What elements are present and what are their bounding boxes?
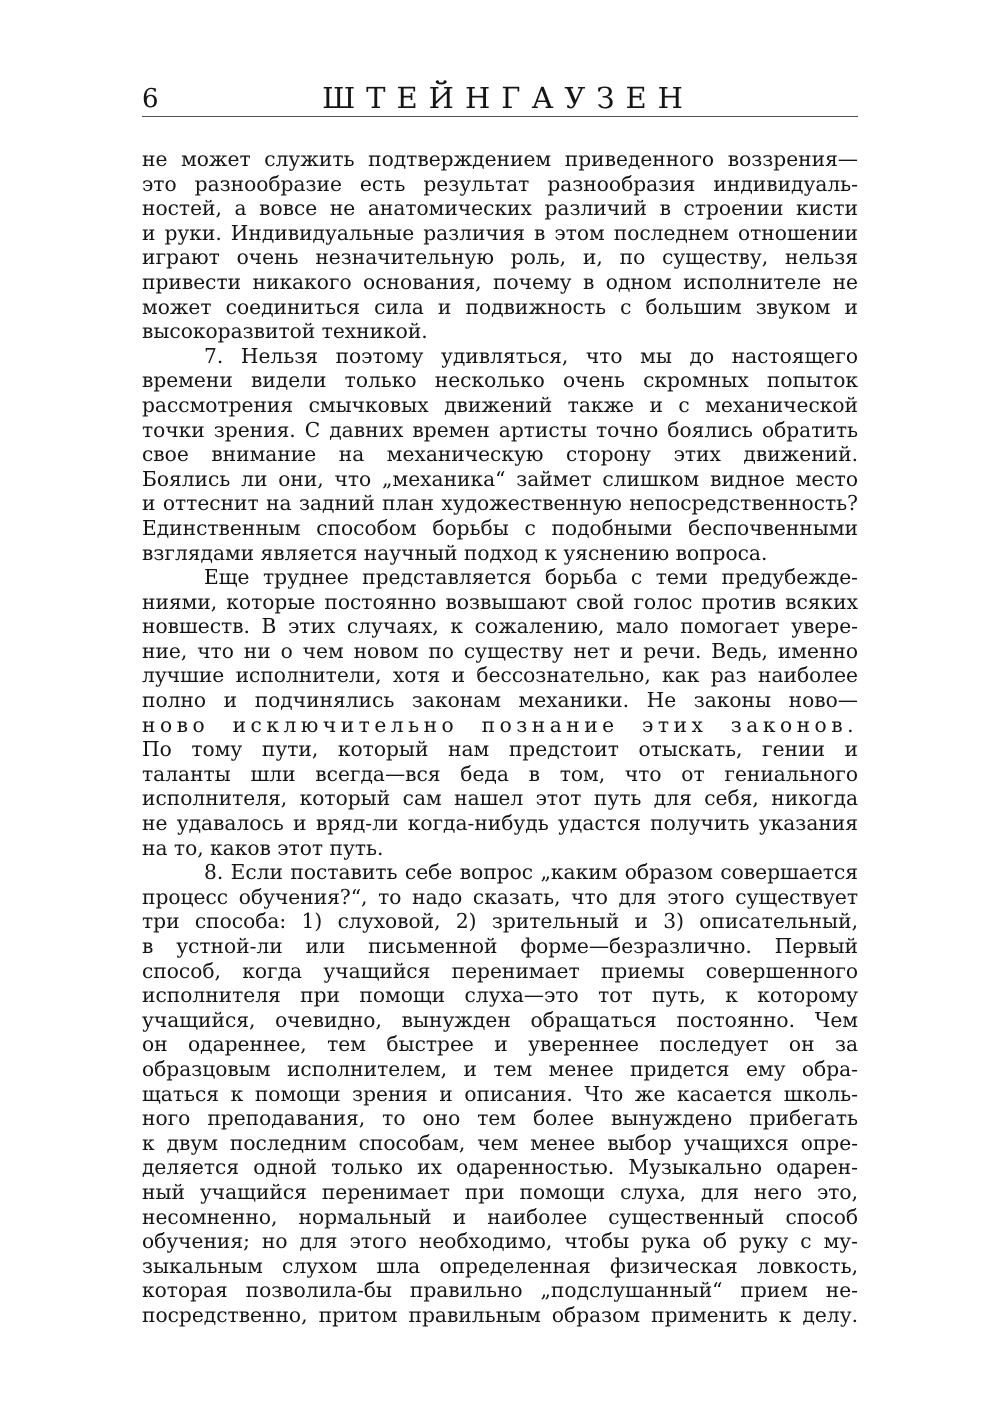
text-line: высокоразвитой техникой. (142, 319, 428, 344)
paragraph-start-line: 7. Нельзя поэтому удивляться, что мы до настоящего (204, 343, 858, 368)
text-line: и оттеснит на задний план художественную непосредственность? (142, 491, 858, 516)
text-line: обучения; но для этого необходимо, чтобы рука об руку с му- (142, 1229, 858, 1254)
text-line: Боялись ли они, что „механика“ займет слишком видное место (142, 466, 858, 491)
text-line: точки зрения. С давних времен артисты точно боялись обратить (142, 417, 858, 442)
text-line: привести никакого основания, почему в одном исполнителе не (142, 269, 858, 294)
text-line: исполнителя при помощи слуха—это тот путь, к которому (142, 983, 858, 1008)
text-line: в устной-ли или письменной форме—безразлично. Первый (142, 934, 858, 958)
emphasized-line: ново исключительно познание этих законов. (142, 712, 858, 737)
text-line: на то, каков этот путь. (142, 835, 384, 860)
body-text (142, 147, 858, 1328)
text-line: По тому пути, который нам предстоит отыскать, гении и (142, 737, 858, 762)
text-line: полно и подчинялись законам механики. Не законы ново— (142, 688, 858, 713)
header-rule (142, 116, 858, 117)
text-line: новшеств. В этих случаях, к сожалению, мало помогает увере- (142, 614, 858, 639)
text-line: времени видели только несколько очень скромных попыток (142, 368, 858, 393)
text-line: и руки. Индивидуальные различия в этом последнем отношении (142, 220, 858, 245)
text-line: играют очень незначительную роль, и, по существу, нельзя (142, 245, 858, 270)
text-line: которая позволила-бы правильно „подслушанный“ прием не- (142, 1278, 858, 1303)
text-line: к двум последним способам, чем менее выбор учащихся опре- (142, 1130, 858, 1155)
text-line: деляется одной только их одаренностью. Музыкально одарен- (142, 1155, 858, 1180)
text-line: Единственным способом борьбы с подобными беспочвенными (142, 515, 858, 540)
text-line: ного преподавания, то оно тем более вынуждено прибегать (142, 1106, 858, 1131)
text-line: несомненно, нормальный и наиболее существенный способ (142, 1204, 858, 1229)
text-line: посредственно, притом правильным образом применить к делу. (142, 1302, 858, 1327)
text-line: он одареннее, тем быстрее и увереннее последует он за (142, 1032, 858, 1057)
text-line: не удавалось и вряд-ли когда-нибудь удастся получить указания (142, 811, 858, 836)
text-line: таланты шли всегда—вся беда в том, что от гениального (142, 761, 858, 786)
paragraph-start-line: 8. Если поставить себе вопрос „каким образом совершается (204, 860, 858, 885)
text-line: это разнообразие есть результат разнообразия индивидуаль- (142, 171, 858, 196)
text-line: ностей, а вовсе не анатомических различий в строении кисти (142, 196, 858, 221)
running-title: ШТЕЙНГАУЗЕН (322, 81, 694, 115)
text-line: рассмотрения смычковых движений также и с механической (142, 392, 858, 417)
text-line: учащийся, очевидно, вынужден обращаться постоянно. Чем (142, 1007, 858, 1032)
text-line: процесс обучения?“, то надо сказать, что для этого существует (142, 884, 858, 909)
text-line: щаться к помощи зрения и описания. Что же касается школь- (142, 1081, 858, 1106)
text-line: лучшие исполнители, хотя и бессознательно, как раз наиболее (142, 663, 858, 688)
text-line: может соединиться сила и подвижность с большим звуком и (142, 294, 858, 319)
text-line: три способа: 1) слуховой, 2) зрительный и 3) описательный, (142, 909, 858, 934)
text-line: исполнителя, который сам нашел этот путь для себя, никогда (142, 786, 858, 811)
text-line: не может служить подтверждением приведенного воззрения— (142, 147, 858, 171)
text-line: образцовым исполнителем, и тем менее придется ему обра- (142, 1056, 858, 1081)
text-line: зыкальным слухом шла определенная физическая ловкость, (142, 1253, 858, 1278)
text-line: способ, когда учащийся перенимает приемы совершенного (142, 958, 858, 983)
text-line: ниями, которые постоянно возвышают свой голос против всяких (142, 589, 858, 614)
page-header (142, 82, 858, 122)
paragraph-start-line: Еще труднее представляется борьба с теми предубежде- (204, 565, 858, 590)
page-number: 6 (142, 84, 159, 114)
text-line: ный учащийся перенимает при помощи слуха, для него это, (142, 1179, 858, 1204)
text-line: свое внимание на механическую сторону этих движений. (142, 442, 858, 467)
text-line: взглядами является научный подход к уяснению вопроса. (142, 540, 768, 565)
text-line: ние, что ни о чем новом по существу нет и речи. Ведь, именно (142, 638, 858, 663)
